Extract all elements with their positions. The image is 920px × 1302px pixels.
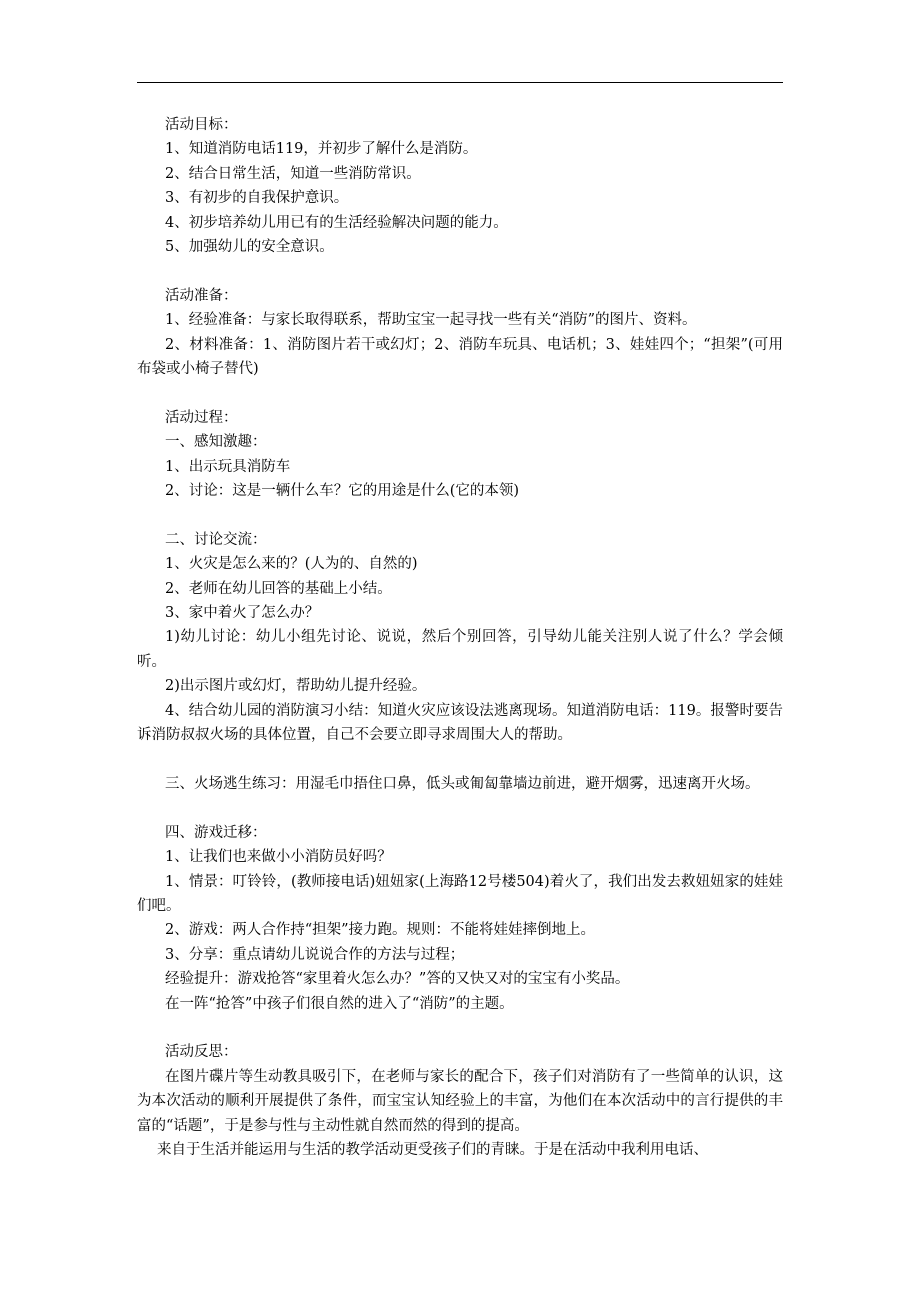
preparation-heading: 活动准备：	[165, 287, 238, 304]
section-title: 四、游戏迁移：	[165, 824, 267, 841]
spacer	[137, 259, 783, 283]
reflection-paragraph: 在图片碟片等生动教具吸引下，在老师与家长的配合下，孩子们对消防有了一些简单的认识，这为本次活动的顺利开展提供了条件，而宝宝认知经验上的丰富，为他们在本次活动中的言行提供的丰富的“话题”，于是参与性与主动性就自然而然的得到的提高。	[137, 1068, 783, 1134]
goal-item: 4、初步培养幼儿用已有的生活经验解决问题的能力。	[165, 214, 508, 231]
process-item: 1、情景：叮铃铃，(教师接电话)妞妞家(上海路12号楼504)着火了，我们出发去救妞妞家的娃娃们吧。	[137, 873, 783, 914]
process-item: 2)出示图片或幻灯，帮助幼儿提升经验。	[165, 678, 427, 695]
reflection-paragraph: 来自于生活并能运用与生活的教学活动更受孩子们的青睐。于是在活动中我利用电话、	[157, 1141, 708, 1158]
process-item: 经验提升：游戏抢答“家里着火怎么办？”答的又快又对的宝宝有小奖品。	[165, 971, 630, 988]
spacer	[137, 748, 783, 772]
process-item: 在一阵“抢答”中孩子们很自然的进入了“消防”的主题。	[165, 995, 514, 1012]
process-item: 1)幼儿讨论：幼儿小组先讨论、说说，然后个别回答，引导幼儿能关注别人说了什么？学会倾听。	[137, 629, 783, 670]
spacer	[137, 503, 783, 527]
spacer	[137, 1016, 783, 1040]
goal-item: 5、加强幼儿的安全意识。	[165, 239, 334, 256]
goal-item: 1、知道消防电话119，并初步了解什么是消防。	[165, 141, 478, 158]
section-text: 三、火场逃生练习：用湿毛巾捂住口鼻，低头或匍匐靠墙边前进，避开烟雾，迅速离开火场。	[165, 775, 760, 792]
process-item: 1、火灾是怎么来的？(人为的、自然的)	[165, 556, 418, 573]
spacer	[137, 381, 783, 405]
spacer	[137, 796, 783, 820]
process-item: 4、结合幼儿园的消防演习小结：知道火灾应该设法逃离现场。知道消防电话：119。报警时要告诉消防叔叔火场的具体位置，自己不会要立即寻求周围大人的帮助。	[137, 702, 783, 744]
process-item: 3、分享：重点请幼儿说说合作的方法与过程；	[165, 946, 465, 963]
section-title: 一、感知激趣：	[165, 434, 267, 451]
process-item: 1、出示玩具消防车	[165, 458, 291, 475]
goals-heading: 活动目标：	[165, 117, 238, 133]
process-item: 2、老师在幼儿回答的基础上小结。	[165, 580, 392, 597]
preparation-item: 2、材料准备：1、消防图片若干或幻灯；2、消防车玩具、电话机；3、娃娃四个；“担架”(可用布袋或小椅子替代)	[137, 336, 783, 378]
process-item: 2、游戏：两人合作持“担架”接力跑。规则：不能将娃娃摔倒地上。	[165, 922, 596, 939]
process-item: 3、家中着火了怎么办？	[165, 605, 320, 622]
preparation-item: 1、经验准备：与家长取得联系，帮助宝宝一起寻找一些有关“消防”的图片、资料。	[165, 312, 697, 329]
process-item: 1、让我们也来做小小消防员好吗？	[165, 849, 392, 866]
process-item: 2、讨论：这是一辆什么车？它的用途是什么(它的本领)	[165, 483, 520, 500]
goal-item: 3、有初步的自我保护意识。	[165, 190, 349, 207]
section-title: 二、讨论交流：	[165, 531, 267, 548]
reflection-heading: 活动反思：	[165, 1044, 238, 1061]
goal-item: 2、结合日常生活，知道一些消防常识。	[165, 165, 421, 182]
header-rule	[137, 82, 783, 83]
document-body	[137, 113, 783, 1162]
process-heading: 活动过程：	[165, 409, 238, 426]
